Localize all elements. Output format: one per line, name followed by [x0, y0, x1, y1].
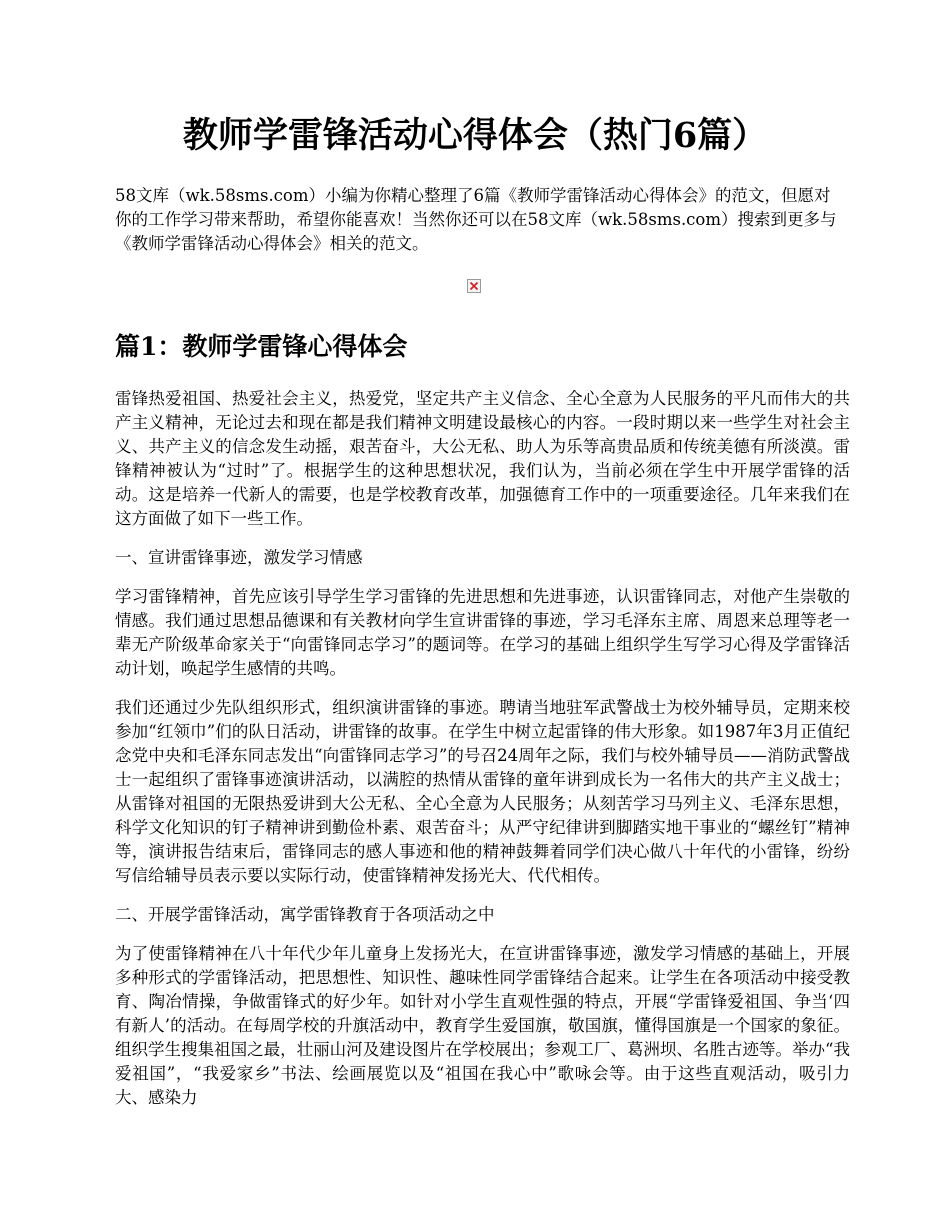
article-body — [115, 387, 850, 1125]
intro-paragraph: 58文库（wk.58sms.com）小编为你精心整理了6篇《教师学雷锋活动心得体会》的范文，但愿对你的工作学习带来帮助，希望你能喜欢！当然你还可以在58文库（wk.58sms.com）搜索到更多与《教师学雷锋活动心得体会》相关的范文。 — [115, 186, 837, 253]
paragraph: 我们还通过少先队组织形式，组织演讲雷锋的事迹。聘请当地驻军武警战士为校外辅导员，定期来校参加“红领巾”们的队日活动，讲雷锋的故事。在学生中树立起雷锋的伟大形象。如1987年3月正值纪念党中央和毛泽东同志发出“向雷锋同志学习”的号召24周年之际，我们与校外辅导员——消防武警战士一起组织了雷锋事迹演讲活动，以满腔的热情从雷锋的童年讲到成长为一名伟大的共产主义战士；从雷锋对祖国的无限热爱讲到大公无私、全心全意为人民服务；从刻苦学习马列主义、毛泽东思想，科学文化知识的钉子精神讲到勤俭朴素、艰苦奋斗；从严守纪律讲到脚踏实地干事业的“螺丝钉”精神等，演讲报告结束后，雷锋同志的感人事迹和他的精神鼓舞着同学们决心做八十年代的小雷锋，纷纷写信给辅导员表示要以实际行动，使雷锋精神发扬光大、代代相传。 — [115, 698, 850, 885]
broken-image-icon — [467, 279, 481, 293]
document-title: 教师学雷锋活动心得体会（热门6篇） — [182, 115, 768, 156]
paragraph: 雷锋热爱祖国、热爱社会主义，热爱党，坚定共产主义信念、全心全意为人民服务的平凡而伟大的共产主义精神，无论过去和现在都是我们精神文明建设最核心的内容。一段时期以来一些学生对社会主义、共产主义的信念发生动摇，艰苦奋斗，大公无私、助人为乐等高贵品质和传统美德有所淡漠。雷锋精神被认为“过时”了。根据学生的这种思想状况，我们认为，当前必须在学生中开展学雷锋的活动。这是培养一代新人的需要，也是学校教育改革，加强德育工作中的一项重要途径。几年来我们在这方面做了如下一些工作。 — [115, 389, 850, 528]
section-heading: 篇1：教师学雷锋心得体会 — [115, 332, 408, 361]
paragraph: 学习雷锋精神，首先应该引导学生学习雷锋的先进思想和先进事迹，认识雷锋同志，对他产生崇敬的情感。我们通过思想品德课和有关教材向学生宣讲雷锋的事迹，学习毛泽东主席、周恩来总理等老一辈无产阶级革命家关于“向雷锋同志学习”的题词等。在学习的基础上组织学生写学习心得及学雷锋活动计划，唤起学生感情的共鸣。 — [115, 587, 850, 678]
paragraph: 为了使雷锋精神在八十年代少年儿童身上发扬光大，在宣讲雷锋事迹，激发学习情感的基础上，开展多种形式的学雷锋活动，把思想性、知识性、趣味性同学雷锋结合起来。让学生在各项活动中接受教育、陶冶情操，争做雷锋式的好少年。如针对小学生直观性强的特点，开展“学雷锋爱祖国、争当‘四有新人’的活动。在每周学校的升旗活动中，教育学生爱国旗，敬国旗，懂得国旗是一个国家的象征。组织学生搜集祖国之最，壮丽山河及建设图片在学校展出；参观工厂、葛洲坝、名胜古迹等。举办“我爱祖国”，“我爱家乡”书法、绘画展览以及“祖国在我心中”歌咏会等。由于这些直观活动，吸引力大、感染力 — [115, 944, 850, 1107]
subheading: 一、宣讲雷锋事迹，激发学习情感 — [115, 548, 363, 567]
subheading: 二、开展学雷锋活动，寓学雷锋教育于各项活动之中 — [115, 905, 495, 924]
